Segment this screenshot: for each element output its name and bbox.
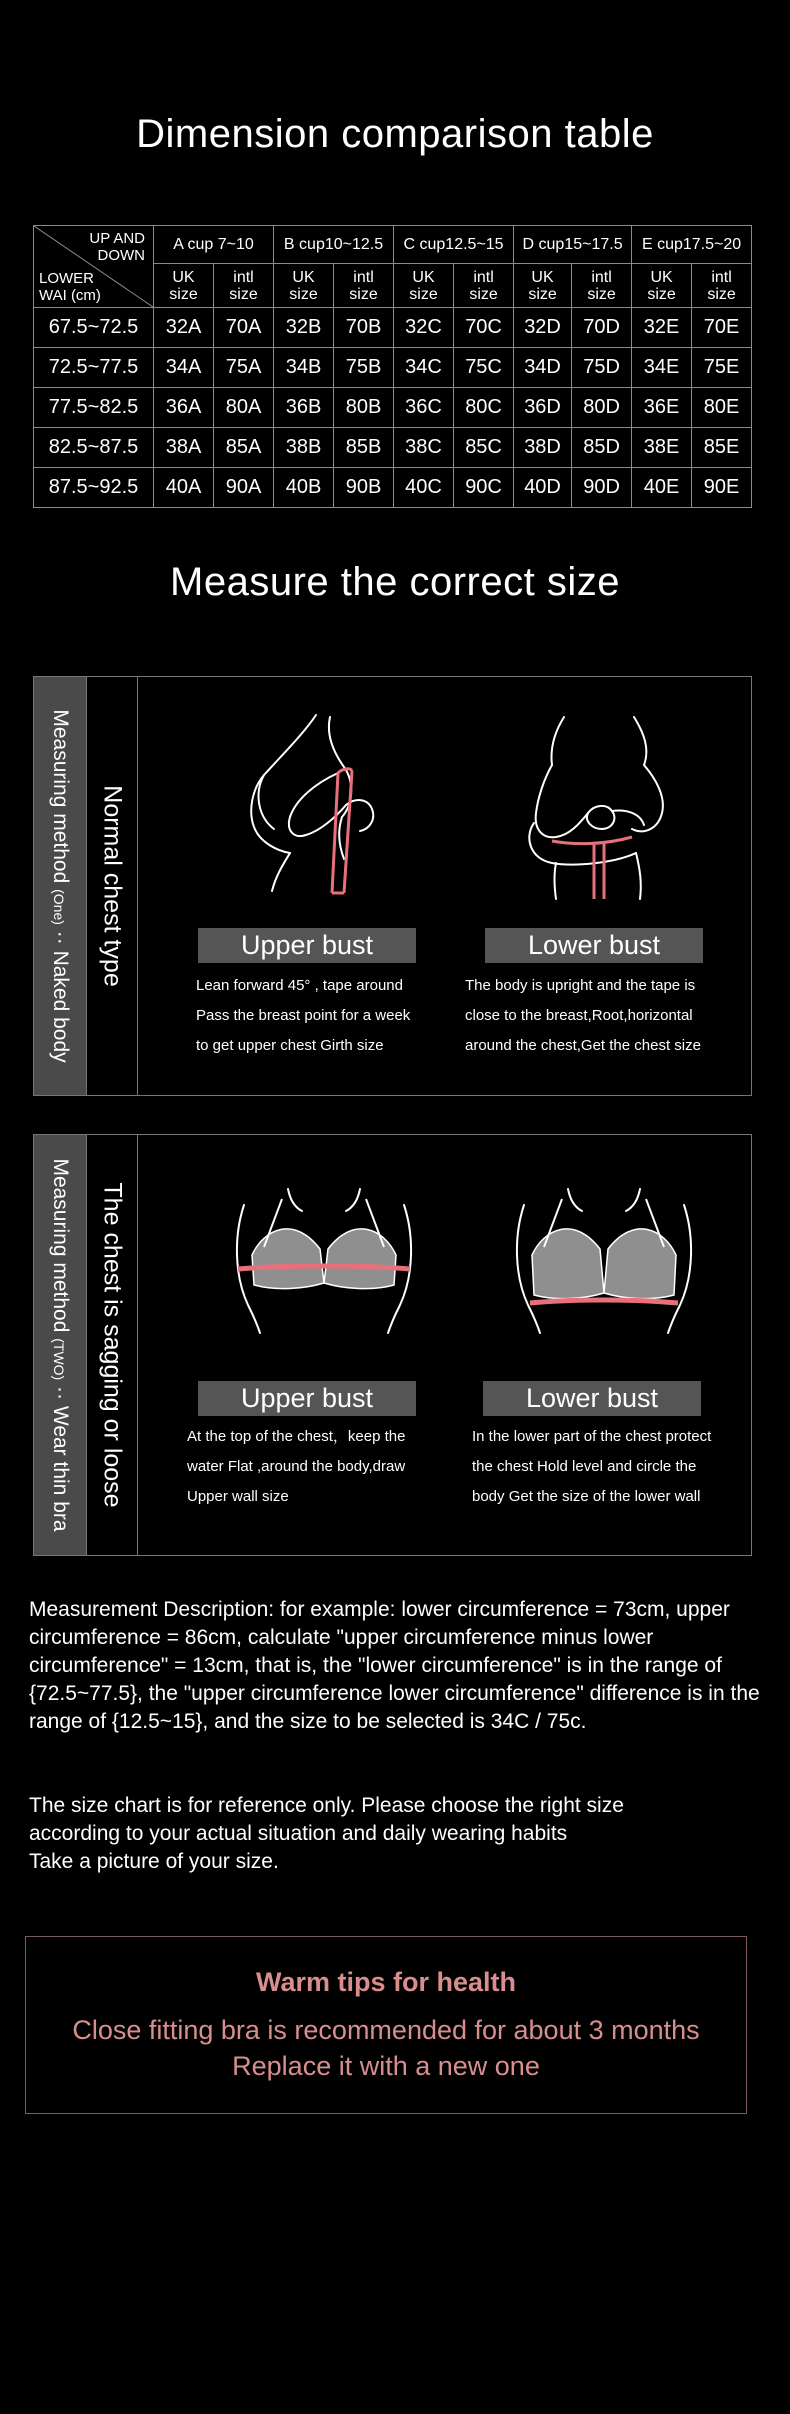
intl-size-header xyxy=(572,264,632,308)
method-one-upper-desc xyxy=(196,971,410,1061)
uk-size-header xyxy=(632,264,692,308)
size-cell: 40E xyxy=(632,468,692,508)
subheader-line: intl xyxy=(591,268,612,286)
method-two-side xyxy=(34,1135,86,1555)
size-cell: 75C xyxy=(454,348,514,388)
method-one-lower-desc-line: around the chest,Get the chest size xyxy=(465,1037,701,1054)
size-cell: 32A xyxy=(154,308,214,348)
size-cell: 70E xyxy=(692,308,752,348)
size-cell: 36B xyxy=(274,388,334,428)
size-chart-note-line: The size chart is for reference only. Please choose the right size xyxy=(29,1794,624,1817)
uk-size-header xyxy=(274,264,334,308)
warm-tips-box xyxy=(25,1936,747,2114)
size-chart-note-line: according to your actual situation and daily wearing habits xyxy=(29,1822,568,1845)
method-one-side-b: ·· Naked body xyxy=(49,930,72,1063)
size-cell: 32B xyxy=(274,308,334,348)
size-cell: 36C xyxy=(394,388,454,428)
size-cell: 40C xyxy=(394,468,454,508)
size-cell: 70A xyxy=(214,308,274,348)
size-cell: 70C xyxy=(454,308,514,348)
size-table xyxy=(33,225,752,508)
method-two-side-num: (TWO) xyxy=(51,1338,67,1381)
size-cell: 40A xyxy=(154,468,214,508)
subheader-line: size xyxy=(528,285,557,303)
size-cell: 80A xyxy=(214,388,274,428)
cup-header-c: C cup12.5~15 xyxy=(394,226,514,264)
size-cell: 38E xyxy=(632,428,692,468)
size-cell: 32E xyxy=(632,308,692,348)
size-cell: 80B xyxy=(334,388,394,428)
size-cell: 38B xyxy=(274,428,334,468)
subheader-line: UK xyxy=(531,268,554,286)
size-cell: 90D xyxy=(572,468,632,508)
method-two-side-text xyxy=(48,1158,72,1531)
uk-size-header xyxy=(514,264,572,308)
lower-bust-naked-illustration xyxy=(494,713,704,903)
size-cell: 32C xyxy=(394,308,454,348)
size-cell: 38A xyxy=(154,428,214,468)
method-one-lower-desc-line: The body is upright and the tape is xyxy=(465,977,696,994)
method-two-lower-desc-line: body Get the size of the lower wall xyxy=(472,1488,701,1505)
size-cell: 85E xyxy=(692,428,752,468)
lower-bust-bra-illustration xyxy=(504,1185,704,1335)
table-row xyxy=(34,348,752,388)
subheader-line: intl xyxy=(473,268,494,286)
band-range-cell: 67.5~72.5 xyxy=(34,308,154,348)
subheader-line: size xyxy=(289,285,318,303)
corner-up-1: UP AND xyxy=(89,230,145,247)
corner-low-1: LOWER xyxy=(39,270,95,287)
method-two-upper-desc-line: water Flat ,around the body,draw xyxy=(187,1458,406,1475)
table-row xyxy=(34,308,752,348)
method-one-upper-desc-line: Pass the breast point for a week xyxy=(196,1007,411,1024)
band-range-cell: 77.5~82.5 xyxy=(34,388,154,428)
size-cell: 40B xyxy=(274,468,334,508)
size-cell: 75E xyxy=(692,348,752,388)
subheader-line: size xyxy=(229,285,258,303)
method-two-lower-desc-line: the chest Hold level and circle the xyxy=(472,1458,697,1475)
uk-size-header xyxy=(394,264,454,308)
warm-tips-line-2: Replace it with a new one xyxy=(232,2051,540,2081)
size-cell: 75B xyxy=(334,348,394,388)
upper-bust-bra-illustration xyxy=(224,1185,424,1335)
cup-header-b: B cup10~12.5 xyxy=(274,226,394,264)
intl-size-header xyxy=(454,264,514,308)
method-two-lower-desc xyxy=(472,1422,711,1512)
measure-title: Measure the correct size xyxy=(170,560,620,604)
method-one-lower-bust-label: Lower bust xyxy=(485,928,703,963)
warm-tips-line-1: Close fitting bra is recommended for about 3 months xyxy=(72,2015,700,2045)
size-cell: 80C xyxy=(454,388,514,428)
size-cell: 90E xyxy=(692,468,752,508)
method-two-panel xyxy=(33,1134,752,1556)
size-cell: 36E xyxy=(632,388,692,428)
subheader-line: UK xyxy=(650,268,673,286)
intl-size-header xyxy=(214,264,274,308)
cup-header-e: E cup17.5~20 xyxy=(632,226,752,264)
size-cell: 34C xyxy=(394,348,454,388)
size-cell: 34A xyxy=(154,348,214,388)
subheader-line: size xyxy=(647,285,676,303)
subheader-line: intl xyxy=(353,268,374,286)
method-one-side-a: Measuring method xyxy=(49,709,72,884)
method-two-upper-desc-line: Upper wall size xyxy=(187,1488,289,1505)
method-one-side xyxy=(34,677,86,1095)
size-cell: 90B xyxy=(334,468,394,508)
size-cell: 90C xyxy=(454,468,514,508)
subheader-line: UK xyxy=(412,268,435,286)
subheader-line: size xyxy=(409,285,438,303)
subheader-line: intl xyxy=(233,268,254,286)
size-cell: 75A xyxy=(214,348,274,388)
size-cell: 80D xyxy=(572,388,632,428)
subheader-line: size xyxy=(707,285,736,303)
table-row xyxy=(34,388,752,428)
subheader-line: size xyxy=(349,285,378,303)
subheader-line: UK xyxy=(292,268,315,286)
table-row xyxy=(34,468,752,508)
band-range-cell: 82.5~87.5 xyxy=(34,428,154,468)
method-one-lower-desc-line: close to the breast,Root,horizontal xyxy=(465,1007,693,1024)
method-two-type: The chest is sagging or loose xyxy=(98,1182,127,1508)
corner-low-2: WAI (cm) xyxy=(39,287,101,304)
cup-header-d: D cup15~17.5 xyxy=(514,226,632,264)
method-two-upper-desc-line: At the top of the chest，keep the xyxy=(187,1428,406,1445)
size-chart-note xyxy=(29,1792,769,1876)
size-cell: 36A xyxy=(154,388,214,428)
size-cell: 38D xyxy=(514,428,572,468)
size-cell: 34E xyxy=(632,348,692,388)
table-row xyxy=(34,428,752,468)
size-cell: 85B xyxy=(334,428,394,468)
table-corner-cell xyxy=(34,226,154,308)
method-one-upper-desc-line: Lean forward 45° , tape around xyxy=(196,977,403,994)
intl-size-header xyxy=(692,264,752,308)
size-cell: 75D xyxy=(572,348,632,388)
subheader-line: intl xyxy=(711,268,732,286)
size-cell: 32D xyxy=(514,308,572,348)
method-two-lower-bust-label: Lower bust xyxy=(483,1381,701,1416)
method-two-side-a: Measuring method xyxy=(49,1158,72,1333)
comparison-title: Dimension comparison table xyxy=(136,112,654,156)
size-cell: 90A xyxy=(214,468,274,508)
size-cell: 85C xyxy=(454,428,514,468)
subheader-line: size xyxy=(169,285,198,303)
method-one-panel xyxy=(33,676,752,1096)
size-cell: 85A xyxy=(214,428,274,468)
size-cell: 36D xyxy=(514,388,572,428)
cup-header-a: A cup 7~10 xyxy=(154,226,274,264)
size-cell: 40D xyxy=(514,468,572,508)
size-chart-note-line: Take a picture of your size. xyxy=(29,1850,279,1873)
method-two-lower-desc-line: In the lower part of the chest protect xyxy=(472,1428,712,1445)
method-one-side-text xyxy=(48,709,72,1062)
band-range-cell: 87.5~92.5 xyxy=(34,468,154,508)
measurement-description: Measurement Description: for example: lower circumference = 73cm, upper circumference = 86cm, calculate "upper circumference minus lower circumference" = 13cm, that is, the "lower circumference" is in the range of {72.5~77.5}, the "upper circumference lower circumference" difference is in the range of {12.5~15}, and the size to be selected is 34C / 75c. xyxy=(29,1598,760,1733)
method-one-side-num: (One) xyxy=(51,889,67,925)
method-two-side-b: ·· Wear thin bra xyxy=(49,1386,72,1532)
size-cell: 80E xyxy=(692,388,752,428)
size-cell: 85D xyxy=(572,428,632,468)
band-range-cell: 72.5~77.5 xyxy=(34,348,154,388)
size-cell: 70D xyxy=(572,308,632,348)
method-one-type: Normal chest type xyxy=(98,785,127,987)
method-one-upper-bust-label: Upper bust xyxy=(198,928,416,963)
corner-up-2: DOWN xyxy=(97,247,145,264)
intl-size-header xyxy=(334,264,394,308)
method-two-upper-desc xyxy=(187,1422,405,1512)
method-one-upper-desc-line: to get upper chest Girth size xyxy=(196,1037,384,1054)
subheader-line: UK xyxy=(172,268,195,286)
method-one-lower-desc xyxy=(465,971,701,1061)
size-cell: 38C xyxy=(394,428,454,468)
size-cell: 34D xyxy=(514,348,572,388)
upper-bust-naked-illustration xyxy=(234,713,444,903)
uk-size-header xyxy=(154,264,214,308)
size-cell: 70B xyxy=(334,308,394,348)
subheader-line: size xyxy=(587,285,616,303)
size-cell: 34B xyxy=(274,348,334,388)
method-two-upper-bust-label: Upper bust xyxy=(198,1381,416,1416)
warm-tips-title: Warm tips for health xyxy=(255,1967,517,1997)
subheader-line: size xyxy=(469,285,498,303)
